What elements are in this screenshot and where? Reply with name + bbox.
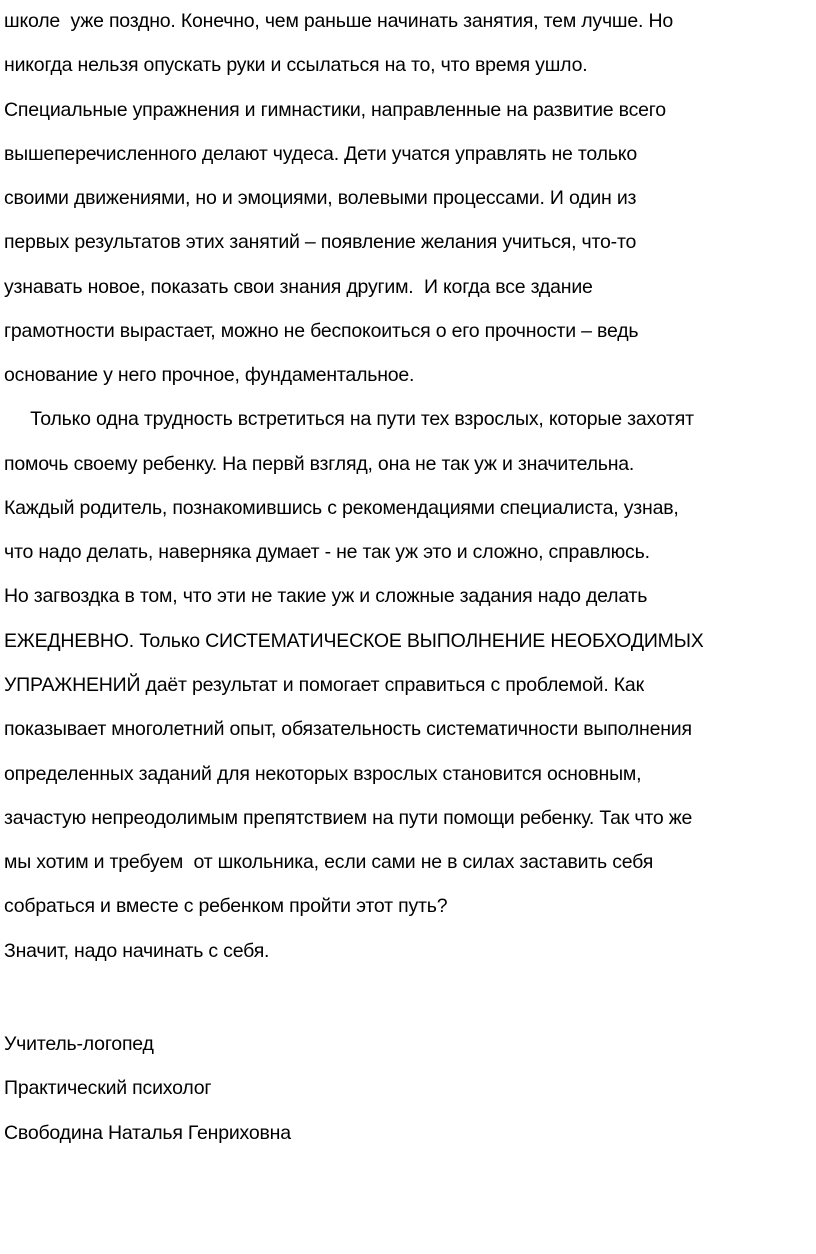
text-line: ЕЖЕДНЕВНО. Только СИСТЕМАТИЧЕСКОЕ ВЫПОЛНЕНИЕ НЕОБХОДИМЫХ xyxy=(4,630,704,652)
text-line: Значит, надо начинать с себя. xyxy=(4,940,270,962)
text-line: основание у него прочное, фундаментальное. xyxy=(4,364,415,386)
text-line: узнавать новое, показать свои знания другим. И когда все здание xyxy=(4,276,593,298)
text-line: школе уже поздно. Конечно, чем раньше начинать занятия, тем лучше. Но xyxy=(4,10,673,32)
signature-role-psychologist: Практический психолог xyxy=(4,1077,212,1099)
text-line: что надо делать, наверняка думает - не так уж это и сложно, справлюсь. xyxy=(4,541,650,563)
text-line: УПРАЖНЕНИЙ даёт результат и помогает справиться с проблемой. Как xyxy=(4,674,644,696)
text-line: определенных заданий для некоторых взрослых становится основным, xyxy=(4,763,642,785)
text-line: Только одна трудность встретиться на пути тех взрослых, которые захотят xyxy=(4,408,694,430)
text-line: первых результатов этих занятий – появление желания учиться, что-то xyxy=(4,231,637,253)
text-line: зачастую непреодолимым препятствием на пути помощи ребенку. Так что же xyxy=(4,807,693,829)
signature-name: Свободина Наталья Генриховна xyxy=(4,1122,291,1144)
text-line: Специальные упражнения и гимнастики, направленные на развитие всего xyxy=(4,99,666,121)
text-line: вышеперечисленного делают чудеса. Дети учатся управлять не только xyxy=(4,143,637,165)
text-line: помочь своему ребенку. На первй взгляд, она не так уж и значительна. xyxy=(4,453,635,475)
text-line: Каждый родитель, познакомившись с рекомендациями специалиста, узнав, xyxy=(4,497,679,519)
signature-role-speech-therapist: Учитель-логопед xyxy=(4,1033,154,1055)
text-line: своими движениями, но и эмоциями, волевыми процессами. И один из xyxy=(4,187,637,209)
text-line: собраться и вместе с ребенком пройти этот путь? xyxy=(4,895,448,917)
text-line: мы хотим и требуем от школьника, если сами не в силах заставить себя xyxy=(4,851,654,873)
text-line: никогда нельзя опускать руки и ссылаться на то, что время ушло. xyxy=(4,54,588,76)
text-line: показывает многолетний опыт, обязательность систематичности выполнения xyxy=(4,718,692,740)
text-line: грамотности вырастает, можно не беспокоиться о его прочности – ведь xyxy=(4,320,639,342)
text-line: Но загвоздка в том, что эти не такие уж и сложные задания надо делать xyxy=(4,585,648,607)
